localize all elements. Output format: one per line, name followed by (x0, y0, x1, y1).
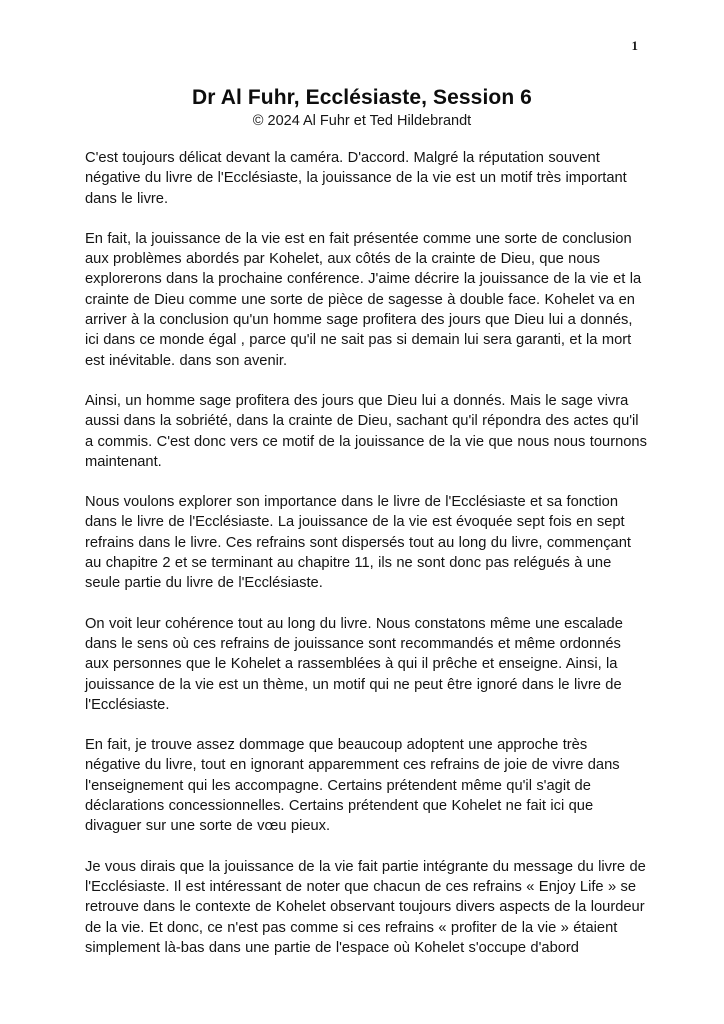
paragraph: Nous voulons explorer son importance dans le livre de l'Ecclésiaste et sa fonction dans le livre de l'Ecclésiaste. La jouissance de la vie est évoquée sept fois en sept refrains dans le livre. Ces refrains sont dispersés tout au long du livre, commençant au chapitre 2 et se terminant au chapitre 11, ils ne sont donc pas relégués à une seule partie du livre de l'Ecclésiaste. (85, 494, 631, 592)
document-title: Dr Al Fuhr, Ecclésiaste, Session 6 (192, 86, 532, 109)
page-number: 1 (631, 38, 638, 53)
paragraph: C'est toujours délicat devant la caméra. D'accord. Malgré la réputation souvent négative du livre de l'Ecclésiaste, la jouissance de la vie est un motif très important dans le livre. (85, 150, 627, 207)
document-header (0, 0, 724, 129)
paragraph: En fait, je trouve assez dommage que beaucoup adoptent une approche très négative du livre, tout en ignorant apparemment ces refrains de joie de vivre dans l'enseignement qui les accompagne. Certains prétendent même qu'il s'agit de déclarations concessionnelles. Certains prétendent que Kohelet ne fait ici que divaguer sur une sorte de vœu pieux. (85, 737, 620, 835)
paragraph: On voit leur cohérence tout au long du livre. Nous constatons même une escalade dans le sens où ces refrains de jouissance sont recommandés et même ordonnés aux personnes que le Kohelet a rassemblées à qui il prêche et enseigne. Ainsi, la jouissance de la vie est un thème, un motif qui ne peut être ignoré dans le livre de l'Ecclésiaste. (85, 615, 623, 713)
paragraph: Ainsi, un homme sage profitera des jours que Dieu lui a donnés. Mais le sage vivra aussi dans la sobriété, dans la crainte de Dieu, sachant qu'il répondra des actes qu'il a commis. C'est donc vers ce motif de la jouissance de la vie que nous nous tournons maintenant. (85, 392, 647, 470)
copyright-line: © 2024 Al Fuhr et Ted Hildebrandt (252, 113, 472, 129)
paragraph: En fait, la jouissance de la vie est en fait présentée comme une sorte de conclusion aux problèmes abordés par Kohelet, aux côtés de la crainte de Dieu, que nous explorerons dans la prochaine conférence. J'aime décrire la jouissance de la vie et la crainte de Dieu comme une sorte de pièce de sagesse à double face. Kohelet va en arriver à la conclusion qu'un homme sage profitera des jours que Dieu lui a donnés, ici dans ce monde égal , parce qu'il ne sait pas si demain lui sera garanti, et la mort est inévitable. dans son avenir. (85, 230, 642, 369)
paragraph: Je vous dirais que la jouissance de la vie fait partie intégrante du message du livre de l'Ecclésiaste. Il est intéressant de noter que chacun de ces refrains « Enjoy Life » se retrouve dans le contexte de Kohelet observant toujours divers aspects de la lourdeur de la vie. Et donc, ce n'est pas comme si ces refrains « profiter de la vie » étaient simplement là-bas dans une partie de l'espace où Kohelet s'occupe d'abord (85, 858, 646, 956)
document-body (85, 148, 647, 958)
